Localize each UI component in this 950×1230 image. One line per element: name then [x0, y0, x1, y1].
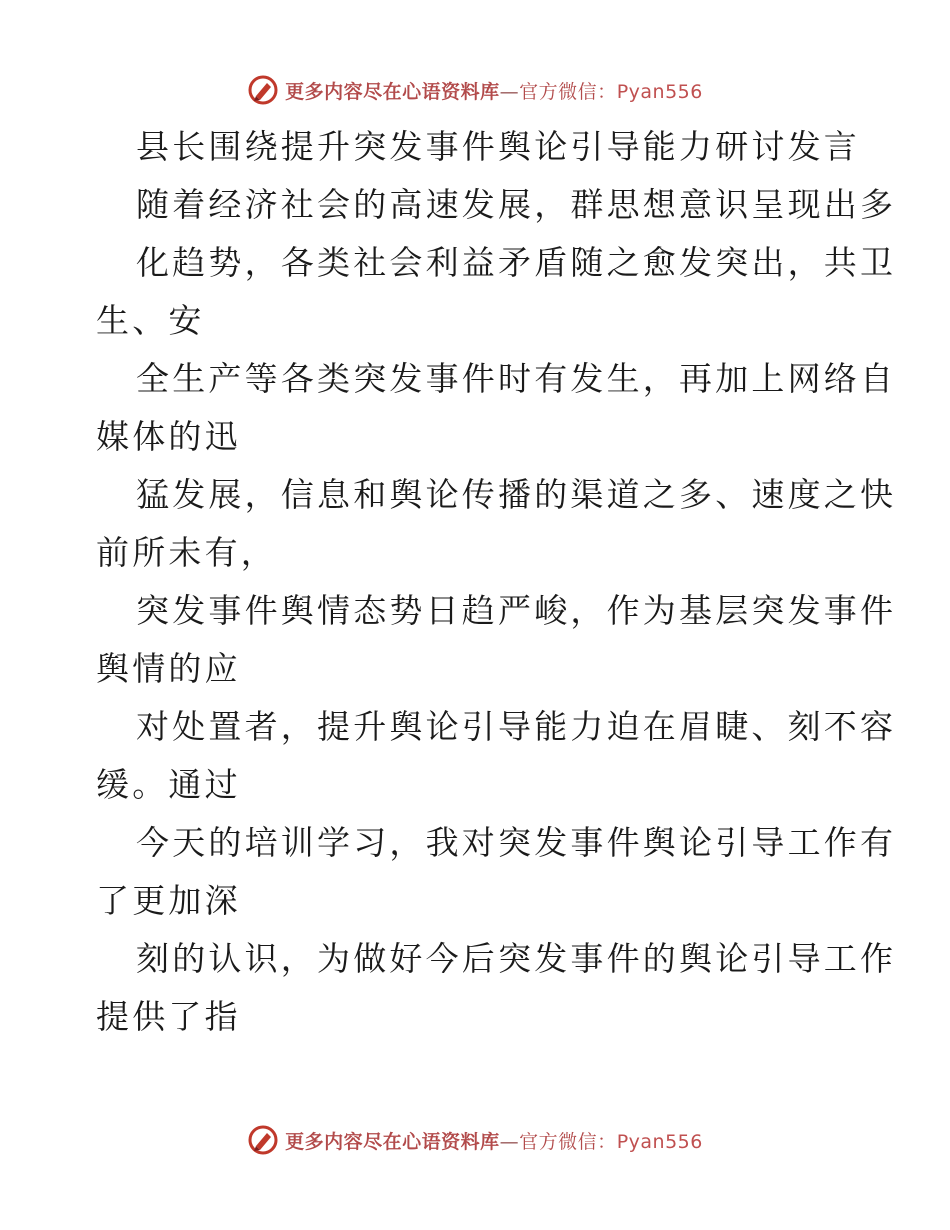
banner-label: 官方微信：: [519, 80, 617, 103]
text-line: 生、安: [96, 301, 205, 340]
text-line: 了更加深: [96, 881, 241, 920]
banner-wechat-id: Pyan556: [616, 80, 703, 103]
banner-dash: —: [499, 1130, 520, 1153]
text-line: 前所未有，: [96, 533, 277, 572]
banner-dash: —: [499, 80, 520, 103]
header-banner: [0, 70, 950, 110]
text-line: 突发事件舆情态势日趋严峻，作为基层突发事件: [136, 591, 897, 630]
banner-wechat-id: Pyan556: [616, 1130, 703, 1153]
text-line: 媒体的迅: [96, 417, 241, 456]
text-line: 今天的培训学习，我对突发事件舆论引导工作有: [136, 823, 897, 862]
text-line: 随着经济社会的高速发展，群思想意识呈现出多: [136, 185, 897, 224]
text-line: 对处置者，提升舆论引导能力迫在眉睫、刻不容: [136, 707, 897, 746]
banner-title: 更多内容尽在心语资料库: [285, 80, 500, 103]
pen-logo-icon: [247, 74, 279, 106]
banner-label: 官方微信：: [519, 1130, 617, 1153]
document-title: 县长围绕提升突发事件舆论引导能力研讨发言: [136, 127, 860, 166]
text-line: 提供了指: [96, 997, 241, 1036]
pen-logo-icon: [247, 1124, 279, 1156]
banner-text: [285, 77, 703, 104]
banner-title: 更多内容尽在心语资料库: [285, 1130, 500, 1153]
document-body: [96, 118, 897, 1046]
banner-text: [285, 1127, 703, 1154]
text-line: 缓。通过: [96, 765, 241, 804]
text-line: 猛发展，信息和舆论传播的渠道之多、速度之快: [136, 475, 897, 514]
footer-banner: [0, 1120, 950, 1160]
text-line: 舆情的应: [96, 649, 241, 688]
text-line: 全生产等各类突发事件时有发生，再加上网络自: [136, 359, 897, 398]
text-line: 刻的认识，为做好今后突发事件的舆论引导工作: [136, 939, 897, 978]
text-line: 化趋势，各类社会利益矛盾随之愈发突出，共卫: [136, 243, 897, 282]
